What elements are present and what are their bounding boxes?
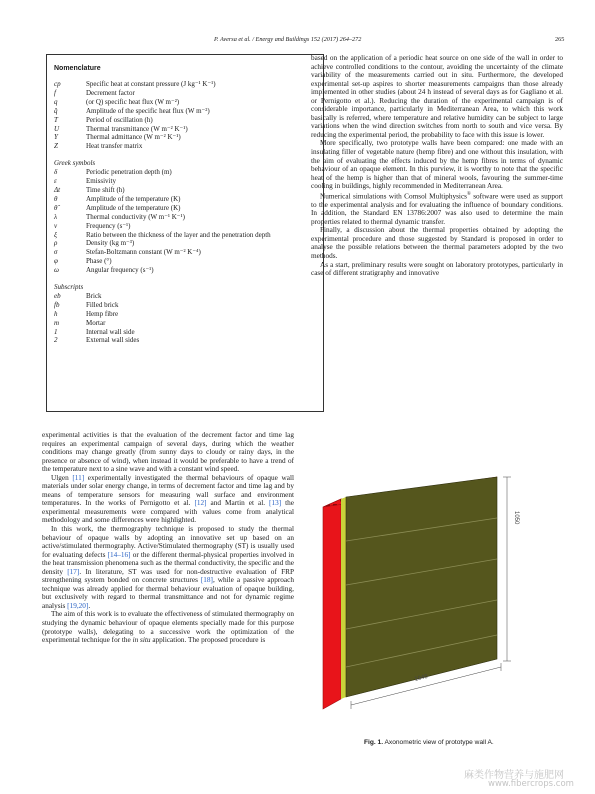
nomenclature-symbol: T	[54, 115, 58, 124]
text-run: The aim of this work is to evaluate the effectiveness of stimulated thermography on studying the dynamic behaviour of opaque elements specially made for this purpose (prototype walls), delegating to a successive work the optimization of the experimental technique for the	[42, 610, 294, 645]
greek-symbols-heading: Greek symbols	[54, 159, 96, 168]
nomenclature-definition: Hemp fibre	[86, 309, 119, 318]
nomenclature-definition: Stefan-Boltzmann constant (W m⁻² K⁻⁴)	[86, 248, 201, 257]
page-number: 265	[555, 36, 565, 43]
text-run: experimentally investigated the thermal behaviours of opaque wall materials under solar energy change, in terms of decrement factor and time lag and by means of temperature sensors for measuring wall surface and environment temperatures. In the works of Pernigotto et al.	[42, 473, 294, 508]
nomenclature-symbol: δ	[54, 168, 58, 177]
nomenclature-definition: Internal wall side	[86, 327, 135, 336]
nomenclature-definition: Periodic penetration depth (m)	[86, 168, 172, 177]
paragraph: based on the application of a periodic heat source on one side of the wall in order to achieve controlled conditions to the contour, avoiding the uncertainty of the climate variability of the measurements carried out in situ. Furthermore, the developed experimental set-up aspires to shorter measurements campaigns than those already implemented in other studies (about 24 h instead of several days as for Gagliano et al. or Pernigotto et al.). Reducing the duration of the experimental campaign is of considerable importance, particularly in Mediterranean Area, to which this work basically is referred, where temperature and relative humidity can be subject to large variations when the wind direction switches from north to south and vice versa. By reducing the experimental period, the probability to face with this issue is lower.	[311, 54, 563, 139]
nomenclature-entry	[54, 248, 316, 257]
nomenclature-symbol: Z	[54, 142, 58, 151]
nomenclature-entry	[54, 231, 316, 240]
nomenclature-definition: Ratio between the thickness of the layer and the penetration depth	[86, 230, 271, 239]
nomenclature-symbol: U	[54, 124, 60, 133]
nomenclature-entry	[54, 328, 316, 337]
nomenclature-entry	[54, 239, 316, 248]
nomenclature-symbol: λ	[54, 212, 58, 221]
nomenclature-entry	[54, 186, 316, 195]
watermark-text: 麻类作物营养与施肥网	[464, 770, 564, 781]
text-run: , while a passive approach technique was already applied for thermal behaviour evaluation of opaque building, but exclusively with regard to thermal transmittance and not for dynamic regime analysis	[42, 576, 294, 610]
nomenclature-definition: Thermal conductivity (W m⁻¹ K⁻¹)	[86, 212, 185, 221]
dimension-width-label: 1040	[414, 673, 429, 683]
nomenclature-definition: Decrement factor	[86, 88, 135, 97]
nomenclature-symbol: 1	[54, 327, 58, 336]
nomenclature-entry	[54, 142, 316, 151]
nomenclature-definition: Amplitude of the specific heat flux (W m⁻²)	[86, 106, 210, 115]
text-run: the experimental measurements were compared with values come from analytical methodology and some differences were highlighted.	[42, 499, 294, 525]
nomenclature-entry	[54, 204, 316, 213]
nomenclature-symbol: q	[54, 97, 58, 106]
watermark-url: www.fibercrops.com	[488, 779, 574, 789]
text-run: Ulgen	[51, 473, 73, 482]
text-run-italic: in situ	[132, 636, 151, 645]
nomenclature-definition: Time shift (h)	[86, 185, 125, 194]
nomenclature-symbol: σ	[54, 248, 58, 257]
nomenclature-entry	[54, 133, 316, 142]
panel-edge	[341, 497, 346, 699]
nomenclature-entry	[54, 310, 316, 319]
nomenclature-entry	[54, 98, 316, 107]
nomenclature-definition: Frequency (s⁻¹)	[86, 221, 131, 230]
paragraph: As a start, preliminary results were sought on laboratory prototypes, particularly in case of different stratigraphy and innovative	[311, 260, 563, 278]
text-run: . In literature, ST was used for non-destructive evaluation of FRP strengthening system bonded on concrete structures	[42, 567, 294, 585]
paragraph: experimental activities is that the evaluation of the decrement factor and time lag requires an experimental campaign of several days, during which the weather conditions may change greatly (from sunny days to cloudy or rainy days, in the presence or absence of wind), when instead it would be preferable to have a trend of the temperature next to a sine wave and with a constant wind speed.	[42, 431, 294, 474]
nomenclature-entry	[54, 319, 316, 328]
paragraph	[42, 610, 294, 644]
nomenclature-definition: Specific heat at constant pressure (J kg⁻¹ K⁻¹)	[86, 80, 216, 88]
nomenclature-definition: Thermal admittance (W m⁻² K⁻¹)	[86, 133, 181, 142]
figure-caption	[364, 739, 494, 746]
nomenclature-entry	[54, 80, 316, 89]
nomenclature-subscripts	[54, 292, 316, 345]
nomenclature-entry	[54, 107, 316, 116]
nomenclature-symbol: θ̂	[54, 203, 58, 212]
journal-citation: P. Aversa et al. / Energy and Buildings 152 (2017) 264–272	[214, 36, 362, 43]
nomenclature-entry	[54, 213, 316, 222]
citation-link[interactable]: [11]	[72, 473, 85, 482]
citation-link[interactable]: [14–16]	[107, 550, 131, 559]
nomenclature-entry	[54, 177, 316, 186]
nomenclature-definition: Heat transfer matrix	[86, 142, 143, 151]
nomenclature-entry	[54, 116, 316, 125]
paragraph: More specifically, two prototype walls have been compared: one made with an insulating filler of vegetable nature (hemp fibre) and one without this insulation, with the aim of evaluating the effects induced by the hemp fibres in terms of dynamic behaviour of an opaque element. In this purview, it is worthy to note that the specific heat of the hemp is higher than that of mineral wools, favouring the summer-time cooling in buildings, highly recommended in Mediterranean Area.	[311, 139, 563, 191]
nomenclature-definition: Amplitude of the temperature (K)	[86, 203, 181, 212]
citation-link[interactable]: [18]	[200, 576, 213, 585]
nomenclature-entry	[54, 168, 316, 177]
text-run: or the different thermal-physical properties involved in the heat transmission phenomena such as the thermal conductivity, the specific and the density	[42, 550, 294, 576]
text-run: .	[88, 601, 91, 610]
paragraph: Finally, a discussion about the thermal properties obtained by adopting the experimental procedure and those suggested by Standard is proposed in order to analyse the possible relations between the thermal parameters adopted by the two methods.	[311, 226, 563, 260]
nomenclature-symbol: cp	[54, 80, 61, 88]
nomenclature-entry	[54, 301, 316, 310]
registered-mark: ®	[467, 191, 471, 197]
nomenclature-entry	[54, 257, 316, 266]
nomenclature-entry	[54, 89, 316, 98]
nomenclature-definition: (or Q) specific heat flux (W m⁻²)	[86, 97, 180, 106]
nomenclature-greek-symbols	[54, 168, 316, 275]
nomenclature-symbol: ν	[54, 221, 58, 230]
figure-1	[311, 463, 563, 733]
nomenclature-symbol: m	[54, 318, 60, 327]
nomenclature-symbol: h	[54, 309, 58, 318]
nomenclature-symbol: ρ	[54, 239, 58, 248]
paragraph	[42, 525, 294, 610]
nomenclature-symbol: fb	[54, 300, 60, 309]
paragraph	[311, 191, 563, 227]
nomenclature-box	[46, 54, 324, 412]
citation-link[interactable]: [12]	[194, 499, 207, 508]
citation-link[interactable]: [17]	[67, 567, 80, 576]
left-column-text	[42, 431, 294, 645]
citation-link[interactable]: [19,20]	[67, 601, 89, 610]
dimension-height-label: 1050	[513, 511, 519, 525]
panel-face	[346, 477, 497, 697]
nomenclature-symbol: Δt	[54, 185, 61, 194]
paragraph	[42, 474, 294, 525]
nomenclature-definition: Amplitude of the temperature (K)	[86, 194, 181, 203]
nomenclature-symbol: q̂	[54, 106, 58, 115]
nomenclature-entry	[54, 336, 316, 345]
text-run: application. The proposed procedure is	[150, 636, 266, 645]
nomenclature-symbol: φ	[54, 257, 58, 266]
nomenclature-symbol: 2	[54, 336, 58, 345]
nomenclature-list	[54, 80, 316, 345]
nomenclature-symbol: ε	[54, 177, 57, 186]
nomenclature-definition: Emissivity	[86, 177, 116, 186]
nomenclature-entry	[54, 292, 316, 301]
brick-side-face	[323, 499, 341, 709]
nomenclature-main-symbols	[54, 80, 316, 151]
text-run: and Martin et al.	[206, 499, 270, 508]
nomenclature-symbol: ξ	[54, 230, 57, 239]
right-column-text	[311, 54, 563, 278]
nomenclature-symbol: f	[54, 88, 56, 97]
nomenclature-symbol: θ	[54, 194, 58, 203]
nomenclature-definition: Angular frequency (s⁻¹)	[86, 266, 154, 275]
nomenclature-definition: Filled brick	[86, 300, 119, 309]
nomenclature-definition: Brick	[86, 291, 102, 300]
text-run: Numerical simulations with Comsol Multiphysics	[320, 192, 467, 201]
caption-text: Axonometric view of prototype wall A.	[383, 739, 494, 746]
nomenclature-definition: Thermal transmittance (W m⁻² K⁻¹)	[86, 124, 188, 133]
nomenclature-definition: Period of oscillation (h)	[86, 115, 153, 124]
nomenclature-definition: Mortar	[86, 318, 106, 327]
citation-link[interactable]: [13]	[269, 499, 282, 508]
nomenclature-entry	[54, 195, 316, 204]
nomenclature-symbol: eb	[54, 291, 61, 300]
text-run: In this work, the thermography technique is proposed to study the thermal behaviour of opaque walls by adopting an innovative set up based on an active/stimulated thermography. Active/Stimulated thermography (ST) is usually used for evaluating defects	[42, 525, 294, 559]
nomenclature-entry	[54, 125, 316, 134]
running-header	[0, 36, 595, 48]
caption-label: Fig. 1.	[364, 739, 384, 746]
nomenclature-title: Nomenclature	[54, 65, 101, 72]
nomenclature-definition: External wall sides	[86, 336, 140, 345]
prototype-wall-drawing	[311, 463, 563, 733]
nomenclature-definition: Phase (°)	[86, 257, 112, 266]
nomenclature-symbol: ω	[54, 266, 59, 275]
nomenclature-entry	[54, 222, 316, 231]
nomenclature-entry	[54, 266, 316, 275]
nomenclature-definition: Density (kg m⁻³)	[86, 239, 135, 248]
nomenclature-symbol: Y	[54, 133, 58, 142]
text-run: software were used as support to the experimental analysis and for evaluating the influence of boundary conditions. In addition, the Standard EN 13786:2007 was also used to determine the main properties related to thermal dynamic transfer.	[311, 192, 563, 226]
subscripts-heading: Subscripts	[54, 283, 84, 292]
